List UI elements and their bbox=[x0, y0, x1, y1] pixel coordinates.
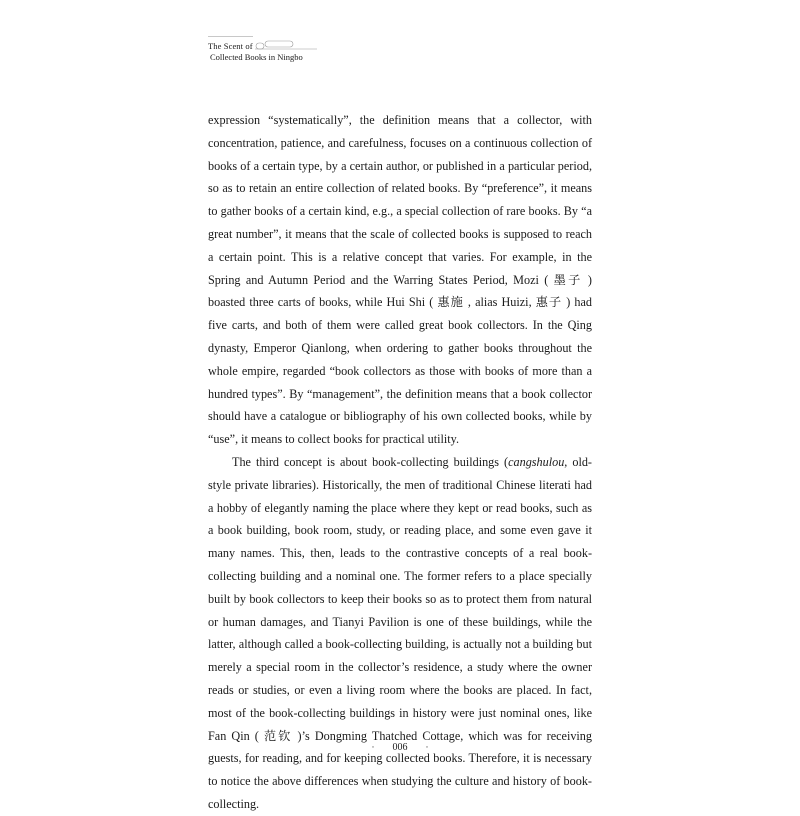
paragraph bbox=[208, 109, 592, 451]
folio-dot-left: · bbox=[371, 742, 375, 752]
page-footer bbox=[0, 742, 800, 753]
folio-dot-right: · bbox=[425, 742, 429, 752]
header-title-line2: Collected Books in Ningbo bbox=[210, 52, 303, 62]
text-run: The third concept is about book-collecting buildings ( bbox=[232, 454, 509, 469]
text-run: , old-style private libraries). Historically, the men of traditional Chinese literati had a hobby of elegantly naming the place where they kept or read books, such as a book building, book room, study, or reading place, and some even gave it many names. This, then, leads to the contrastive concepts of a real book-collecting building and a nominal one. The former refers to a place specially built by book collectors to keep their books so as to protect them from natural or human damages, and Tianyi Pavilion is one of these buildings, while the latter, although called a book-collecting building, is actually not a building but merely a special room in the collector’s residence, a study where the owner reads or studies, or even a living room where the books are placed. In fact, most of the book-collecting buildings in history were just nominal ones, like Fan Qin ( 范钦 )’s Dongming Thatched Cottage, which was for receiving guests, for reading, and for keeping collected books. Therefore, it is necessary to notice the above differences when studying the culture and history of book-collecting. bbox=[208, 454, 592, 811]
paragraph bbox=[208, 451, 592, 816]
running-header bbox=[208, 36, 348, 66]
page-number: 006 bbox=[392, 742, 408, 753]
header-rule bbox=[208, 36, 253, 37]
header-title-line1: The Scent of bbox=[208, 41, 253, 51]
body-text bbox=[208, 109, 592, 816]
text-run: expression “systematically”, the definition means that a collector, with concentration, patience, and carefulness, focuses on a continuous collection of books of a certain type, by a certain author, or published in a particular period, so as to retain an entire collection of related books. By “preference”, it means to gather books of a certain kind, e.g., a special collection of rare books. By “a great number”, it means that the scale of collected books is supposed to reach a certain point. This is a relative concept that varies. For example, in the Spring and Autumn Period and the Warring States Period, Mozi ( 墨子 ) boasted three carts of books, while Hui Shi ( 惠施 , alias Huizi, 惠子 ) had five carts, and both of them were called great book collectors. In the Qing dynasty, Emperor Qianlong, when ordering to gather books throughout the whole empire, regarded “book collectors as those with books of more than a hundred types”. By “management”, the definition means that a book collector should have a catalogue or bibliography of his own collected books, while by “use”, it means to collect books for practical utility. bbox=[208, 113, 592, 447]
italic-term: cangshulou bbox=[508, 454, 565, 469]
header-ornament-icon bbox=[255, 38, 317, 50]
